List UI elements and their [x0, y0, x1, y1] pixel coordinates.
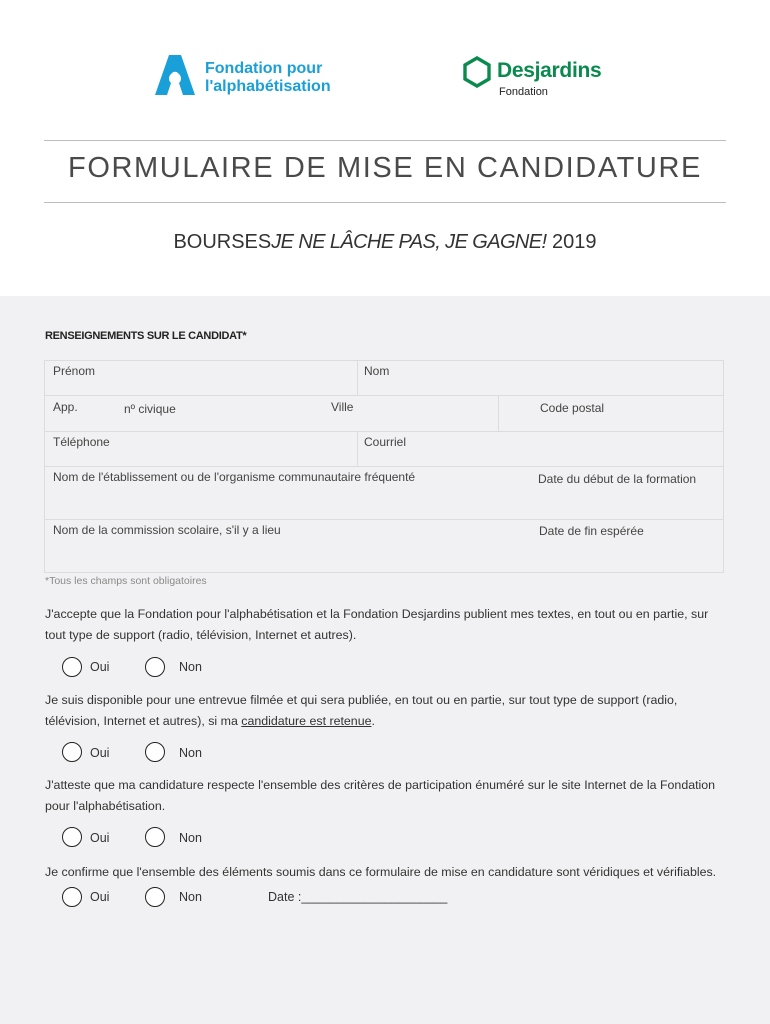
label-code-postal: Code postal — [540, 401, 605, 415]
label-prenom: Prénom — [53, 364, 96, 378]
courriel-field[interactable] — [357, 431, 724, 467]
page-subtitle — [0, 231, 770, 254]
question-3: J'atteste que ma candidature respecte l'ensemble des critères de participation énuméré sur le site Internet de la Fondation pour l'alphabétisation. — [45, 778, 716, 813]
q3-non-label: Non — [179, 831, 202, 845]
q3-oui-radio[interactable] — [62, 827, 82, 847]
q2-oui-label: Oui — [90, 746, 110, 760]
nom-field[interactable] — [357, 360, 724, 396]
label-civique: nº civique — [124, 402, 176, 416]
subtitle-slogan: JE NE LÂCHE PAS, JE GAGNE! — [271, 231, 547, 253]
question-2 — [45, 690, 730, 732]
subtitle-year: 2019 — [546, 231, 597, 253]
required-note: *Tous les champs sont obligatoires — [45, 575, 207, 587]
label-courriel: Courriel — [364, 435, 407, 449]
q1-non-radio[interactable] — [145, 657, 165, 677]
label-telephone: Téléphone — [53, 435, 110, 449]
q1-non-label: Non — [179, 660, 202, 674]
q2-oui-radio[interactable] — [62, 742, 82, 762]
question-2-underlined: candidature est retenue — [241, 714, 372, 728]
question-2-text: Je suis disponible pour une entrevue filmée et qui sera publiée, en tout ou en partie, sur tout type de support (radio, télévision, Internet et autres), si ma — [45, 693, 678, 728]
q4-oui-radio[interactable] — [62, 887, 82, 907]
desjardins-hexagon-icon — [463, 56, 491, 88]
label-nom: Nom — [364, 364, 390, 378]
q3-oui-label: Oui — [90, 831, 110, 845]
page-title: FORMULAIRE DE MISE EN CANDIDATURE — [68, 152, 702, 184]
subtitle-prefix: BOURSES — [173, 231, 272, 253]
section-heading: RENSEIGNEMENTS SUR LE CANDIDAT* — [45, 330, 247, 342]
label-date-debut: Date du début de la formation — [538, 472, 697, 486]
address-field[interactable] — [44, 395, 499, 432]
q4-non-radio[interactable] — [145, 887, 165, 907]
title-rule-bottom — [44, 202, 726, 203]
desjardins-logo-sub: Fondation — [499, 86, 548, 98]
fpa-logo-line1: Fondation pour — [205, 60, 323, 77]
code-postal-field[interactable] — [498, 395, 724, 432]
question-1: J'accepte que la Fondation pour l'alphabétisation et la Fondation Desjardins publient mes textes, en tout ou en partie, sur tout type de support (radio, télévision, Internet et autres). — [45, 607, 709, 642]
q2-non-label: Non — [179, 746, 202, 760]
q1-oui-radio[interactable] — [62, 657, 82, 677]
question-4: Je confirme que l'ensemble des éléments soumis dans ce formulaire de mise en candidature sont véridiques et vérifiables. — [45, 865, 717, 879]
q4-non-label: Non — [179, 890, 202, 904]
label-date-fin: Date de fin espérée — [539, 524, 644, 538]
q2-non-radio[interactable] — [145, 742, 165, 762]
fpa-logo-icon — [155, 55, 199, 97]
q1-oui-label: Oui — [90, 660, 110, 674]
label-app: App. — [53, 400, 78, 414]
label-etablissement: Nom de l'établissement ou de l'organisme communautaire fréquenté — [53, 470, 416, 484]
q3-non-radio[interactable] — [145, 827, 165, 847]
date-field[interactable]: Date :_____________________ — [268, 890, 448, 904]
label-commission: Nom de la commission scolaire, s'il y a lieu — [53, 523, 281, 537]
label-ville: Ville — [331, 400, 354, 414]
desjardins-logo-name: Desjardins — [497, 59, 602, 82]
title-rule-top — [44, 140, 726, 141]
question-2-end: . — [371, 714, 375, 728]
fpa-logo-line2: l'alphabétisation — [205, 78, 331, 95]
q4-oui-label: Oui — [90, 890, 110, 904]
